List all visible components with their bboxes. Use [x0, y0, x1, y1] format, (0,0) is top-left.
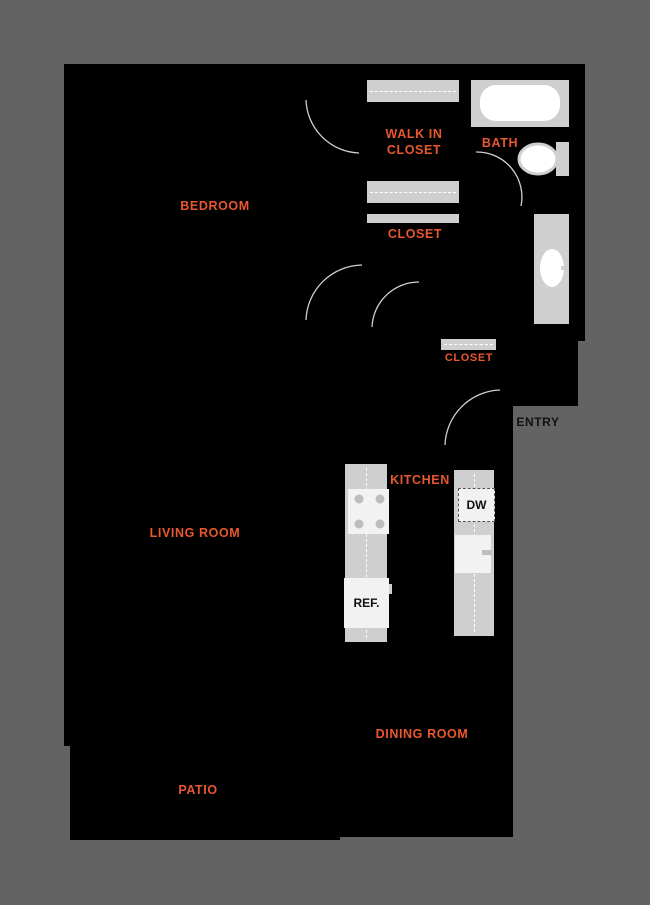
entry-closet-label: CLOSET: [444, 352, 494, 364]
patio-label: PATIO: [178, 783, 218, 797]
kitchen-label: KITCHEN: [390, 473, 450, 487]
dishwasher-label: DW: [466, 498, 487, 512]
sink-faucet-icon: [482, 550, 492, 555]
walk-in-closet-door-swing-icon: [306, 100, 359, 153]
bedroom-closet-label: CLOSET: [387, 227, 443, 241]
bath-label: BATH: [481, 136, 519, 150]
living-room-label: LIVING ROOM: [149, 526, 241, 540]
closet-door-swing-icon: [372, 282, 419, 327]
dining-room-label: DINING ROOM: [375, 727, 469, 741]
entry-label: ENTRY: [516, 415, 560, 429]
walk-in-closet-label-line2: CLOSET: [386, 143, 442, 157]
bath-door-swing-icon: [476, 152, 522, 206]
bedroom-door-swing-icon: [306, 265, 362, 320]
refrigerator-label: REF.: [353, 596, 380, 610]
toilet-icon: [519, 142, 569, 176]
stove-burners-icon: [355, 495, 385, 529]
entry-door-swing-icon: [445, 390, 500, 445]
vanity-sink-icon: [540, 249, 564, 287]
bedroom-label: BEDROOM: [180, 199, 250, 213]
fridge-handle-icon: [389, 584, 392, 594]
walk-in-closet-label-line1: WALK IN: [385, 127, 443, 141]
bathtub-basin-icon: [480, 85, 560, 121]
